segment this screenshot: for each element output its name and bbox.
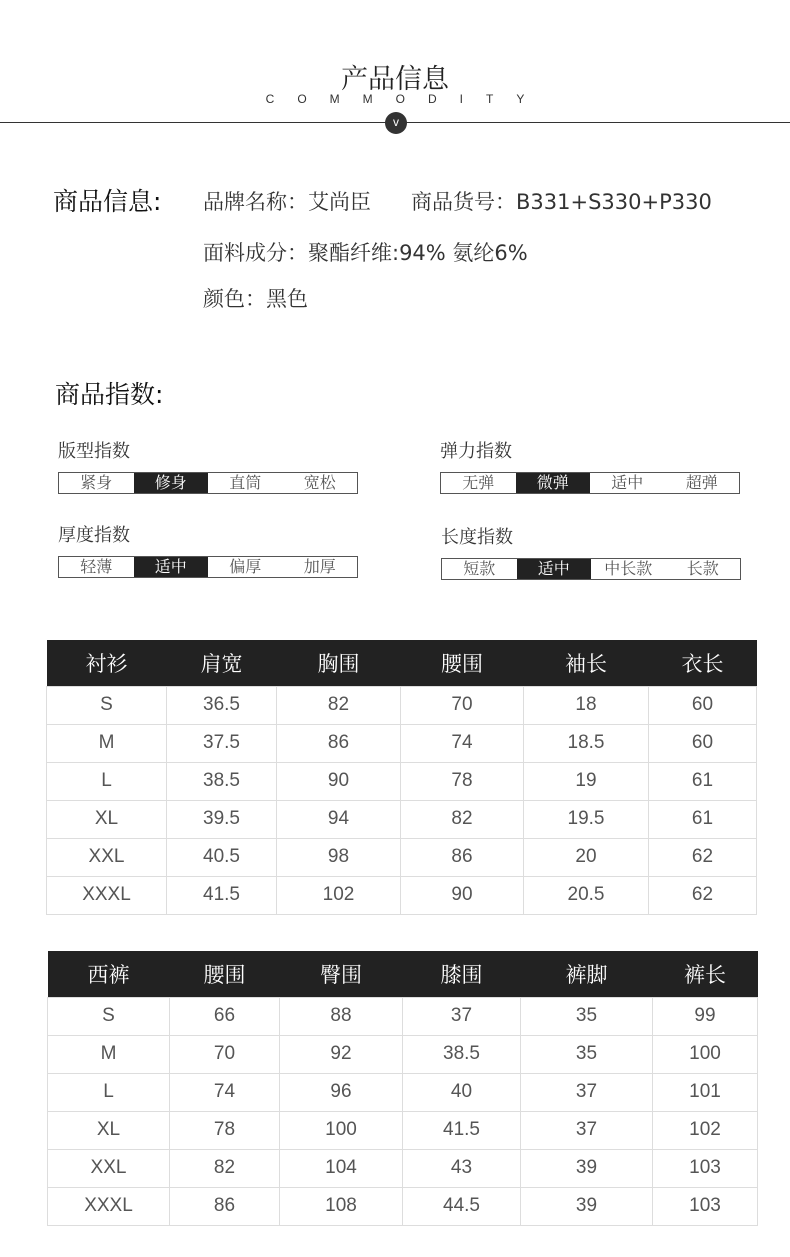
index-option: 适中 — [611, 473, 644, 492]
elastic-index — [440, 437, 740, 494]
size-label-cell: XL — [48, 1111, 170, 1149]
table-row — [47, 686, 757, 724]
index-option: 紧身 — [80, 473, 113, 492]
length-index-scale — [441, 558, 741, 580]
index-option: 轻薄 — [80, 557, 113, 576]
column-header: 袖长 — [524, 640, 649, 686]
measurement-cell: 18.5 — [524, 724, 649, 762]
measurement-cell: 94 — [277, 800, 401, 838]
measurement-cell: 86 — [277, 724, 401, 762]
measurement-cell: 90 — [401, 876, 524, 914]
measurement-cell: 35 — [521, 997, 653, 1035]
table-row — [48, 1035, 758, 1073]
index-option-selected: 适中 — [517, 559, 592, 579]
measurement-cell: 102 — [653, 1111, 758, 1149]
measurement-cell: 82 — [401, 800, 524, 838]
measurement-cell: 86 — [401, 838, 524, 876]
table-header-row — [47, 640, 757, 686]
length-index-label: 长度指数 — [441, 527, 513, 548]
measurement-cell: 102 — [277, 876, 401, 914]
table-row — [47, 800, 757, 838]
size-label-cell: M — [48, 1035, 170, 1073]
measurement-cell: 103 — [653, 1149, 758, 1187]
measurement-cell: 37 — [521, 1111, 653, 1149]
thickness-index-scale — [58, 556, 358, 578]
size-label-cell: XXL — [47, 838, 167, 876]
measurement-cell: 61 — [649, 762, 757, 800]
index-option: 偏厚 — [229, 557, 262, 576]
index-option-selected: 微弹 — [516, 473, 591, 493]
table-row — [47, 762, 757, 800]
table-header-row — [48, 951, 758, 997]
measurement-cell: 43 — [403, 1149, 521, 1187]
measurement-cell: 40.5 — [167, 838, 277, 876]
column-header: 衬衫 — [47, 640, 167, 686]
measurement-cell: 62 — [649, 838, 757, 876]
measurement-cell: 104 — [280, 1149, 403, 1187]
chevron-down-icon: v — [385, 112, 407, 134]
fit-index-scale — [58, 472, 358, 494]
section-header — [0, 0, 790, 140]
column-header: 裤长 — [653, 951, 758, 997]
measurement-cell: 35 — [521, 1035, 653, 1073]
column-header: 腰围 — [170, 951, 280, 997]
measurement-cell: 103 — [653, 1187, 758, 1225]
length-index — [441, 523, 741, 580]
column-header: 肩宽 — [167, 640, 277, 686]
table-row — [48, 1111, 758, 1149]
size-label-cell: M — [47, 724, 167, 762]
elastic-index-scale — [440, 472, 740, 494]
fabric-composition: 面料成分：聚酯纤维:94% 氨纶6% — [203, 241, 528, 265]
table-row — [48, 1149, 758, 1187]
measurement-cell: 100 — [653, 1035, 758, 1073]
column-header: 胸围 — [277, 640, 401, 686]
measurement-cell: 37 — [403, 997, 521, 1035]
column-header: 西裤 — [48, 951, 170, 997]
measurement-cell: 38.5 — [403, 1035, 521, 1073]
table-row — [47, 838, 757, 876]
size-label-cell: XXXL — [48, 1187, 170, 1225]
size-label-cell: L — [47, 762, 167, 800]
measurement-cell: 66 — [170, 997, 280, 1035]
pants-size-table — [47, 951, 758, 1226]
column-header: 臀围 — [280, 951, 403, 997]
measurement-cell: 61 — [649, 800, 757, 838]
thickness-index-label: 厚度指数 — [58, 525, 130, 546]
index-option: 直筒 — [229, 473, 262, 492]
measurement-cell: 37.5 — [167, 724, 277, 762]
measurement-cell: 60 — [649, 686, 757, 724]
fit-index-label: 版型指数 — [58, 441, 130, 462]
index-option: 中长款 — [604, 559, 653, 578]
measurement-cell: 39.5 — [167, 800, 277, 838]
column-header: 膝围 — [403, 951, 521, 997]
measurement-cell: 98 — [277, 838, 401, 876]
size-label-cell: XXL — [48, 1149, 170, 1187]
column-header: 腰围 — [401, 640, 524, 686]
index-option-selected: 适中 — [134, 557, 209, 577]
fit-index — [58, 437, 358, 494]
product-color: 颜色：黑色 — [203, 287, 308, 311]
measurement-cell: 96 — [280, 1073, 403, 1111]
measurement-cell: 78 — [401, 762, 524, 800]
measurement-cell: 39 — [521, 1149, 653, 1187]
index-option: 超弹 — [685, 473, 718, 492]
table-row — [48, 1073, 758, 1111]
measurement-cell: 37 — [521, 1073, 653, 1111]
size-label-cell: S — [48, 997, 170, 1035]
thickness-index — [58, 521, 358, 578]
measurement-cell: 70 — [401, 686, 524, 724]
section-subtitle: COMMODITY — [265, 92, 548, 106]
measurement-cell: 40 — [403, 1073, 521, 1111]
measurement-cell: 108 — [280, 1187, 403, 1225]
table-row — [47, 876, 757, 914]
column-header: 裤脚 — [521, 951, 653, 997]
size-label-cell: XL — [47, 800, 167, 838]
measurement-cell: 74 — [401, 724, 524, 762]
measurement-cell: 44.5 — [403, 1187, 521, 1225]
measurement-cell: 19 — [524, 762, 649, 800]
product-index-title: 商品指数: — [55, 380, 164, 409]
index-option: 无弹 — [462, 473, 495, 492]
product-code: 商品货号：B331+S330+P330 — [411, 190, 712, 214]
measurement-cell: 90 — [277, 762, 401, 800]
shirt-size-table — [46, 640, 757, 915]
measurement-cell: 38.5 — [167, 762, 277, 800]
measurement-cell: 36.5 — [167, 686, 277, 724]
measurement-cell: 100 — [280, 1111, 403, 1149]
measurement-cell: 70 — [170, 1035, 280, 1073]
index-option: 加厚 — [303, 557, 336, 576]
measurement-cell: 92 — [280, 1035, 403, 1073]
table-row — [47, 724, 757, 762]
elastic-index-label: 弹力指数 — [440, 441, 512, 462]
measurement-cell: 78 — [170, 1111, 280, 1149]
measurement-cell: 18 — [524, 686, 649, 724]
column-header: 衣长 — [649, 640, 757, 686]
measurement-cell: 60 — [649, 724, 757, 762]
info-row-brand — [203, 186, 712, 216]
index-option-selected: 修身 — [134, 473, 209, 493]
section-title: 产品信息 — [341, 64, 449, 95]
measurement-cell: 41.5 — [167, 876, 277, 914]
measurement-cell: 101 — [653, 1073, 758, 1111]
size-label-cell: XXXL — [47, 876, 167, 914]
index-option: 长款 — [686, 559, 719, 578]
measurement-cell: 39 — [521, 1187, 653, 1225]
table-row — [48, 997, 758, 1035]
index-option: 短款 — [463, 559, 496, 578]
measurement-cell: 62 — [649, 876, 757, 914]
measurement-cell: 88 — [280, 997, 403, 1035]
measurement-cell: 20.5 — [524, 876, 649, 914]
index-option: 宽松 — [303, 473, 336, 492]
table-row — [48, 1187, 758, 1225]
measurement-cell: 82 — [277, 686, 401, 724]
measurement-cell: 82 — [170, 1149, 280, 1187]
measurement-cell: 99 — [653, 997, 758, 1035]
size-label-cell: S — [47, 686, 167, 724]
measurement-cell: 19.5 — [524, 800, 649, 838]
size-label-cell: L — [48, 1073, 170, 1111]
measurement-cell: 20 — [524, 838, 649, 876]
measurement-cell: 41.5 — [403, 1111, 521, 1149]
brand-name: 品牌名称：艾尚臣 — [203, 190, 371, 214]
measurement-cell: 74 — [170, 1073, 280, 1111]
product-info-label: 商品信息: — [53, 187, 162, 216]
measurement-cell: 86 — [170, 1187, 280, 1225]
